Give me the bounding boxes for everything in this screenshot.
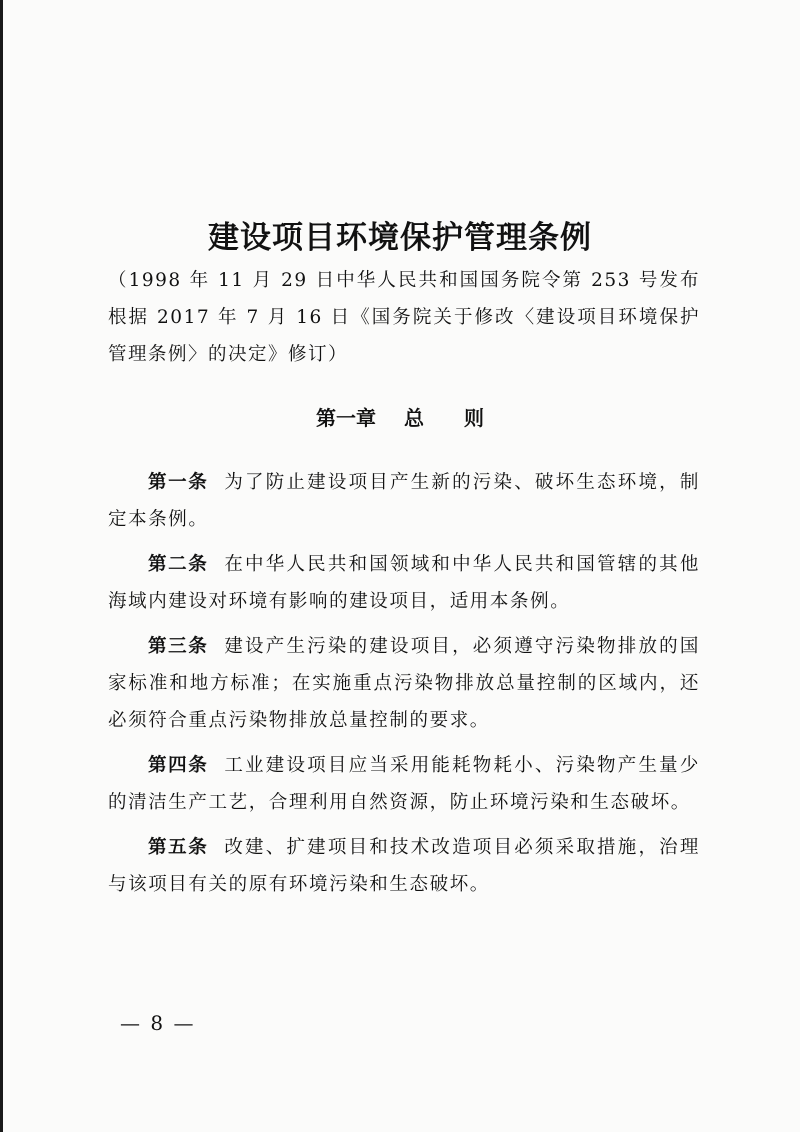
chapter-title-part1: 总 — [404, 406, 424, 430]
page-left-edge — [0, 0, 3, 1132]
article-1 — [108, 464, 700, 538]
article-number: 第二条 — [148, 554, 209, 575]
page-number: — 8 — — [120, 1011, 196, 1035]
document-subtitle: （1998 年 11 月 29 日中华人民共和国国务院令第 253 号发布根据 2017 年 7 月 16 日《国务院关于修改〈建设项目环境保护管理条例〉的决定》修订） — [108, 270, 700, 365]
article-5 — [108, 829, 700, 903]
article-3 — [108, 628, 700, 739]
article-number: 第四条 — [148, 755, 209, 776]
article-4 — [108, 747, 700, 821]
article-text: 改建、扩建项目和技术改造项目必须采取措施，治理与该项目有关的原有环境污染和生态破坏。 — [108, 837, 700, 895]
article-number: 第三条 — [148, 636, 209, 657]
chapter-heading — [0, 403, 800, 433]
chapter-title-part2: 则 — [464, 406, 484, 430]
chapter-number: 第一章 — [316, 406, 376, 430]
article-number: 第一条 — [148, 472, 209, 493]
articles-list — [108, 464, 700, 911]
article-text: 为了防止建设项目产生新的污染、破坏生态环境，制定本条例。 — [108, 472, 700, 530]
article-number: 第五条 — [148, 837, 209, 858]
article-text: 在中华人民共和国领域和中华人民共和国管辖的其他海域内建设对环境有影响的建设项目，适用本条例。 — [108, 554, 700, 612]
article-text: 工业建设项目应当采用能耗物耗小、污染物产生量少的清洁生产工艺，合理利用自然资源，防止环境污染和生态破坏。 — [108, 755, 700, 813]
document-title: 建设项目环境保护管理条例 — [208, 220, 592, 256]
article-2 — [108, 546, 700, 620]
article-text: 建设产生污染的建设项目，必须遵守污染物排放的国家标准和地方标准；在实施重点污染物排放总量控制的区域内，还必须符合重点污染物排放总量控制的要求。 — [108, 636, 700, 731]
